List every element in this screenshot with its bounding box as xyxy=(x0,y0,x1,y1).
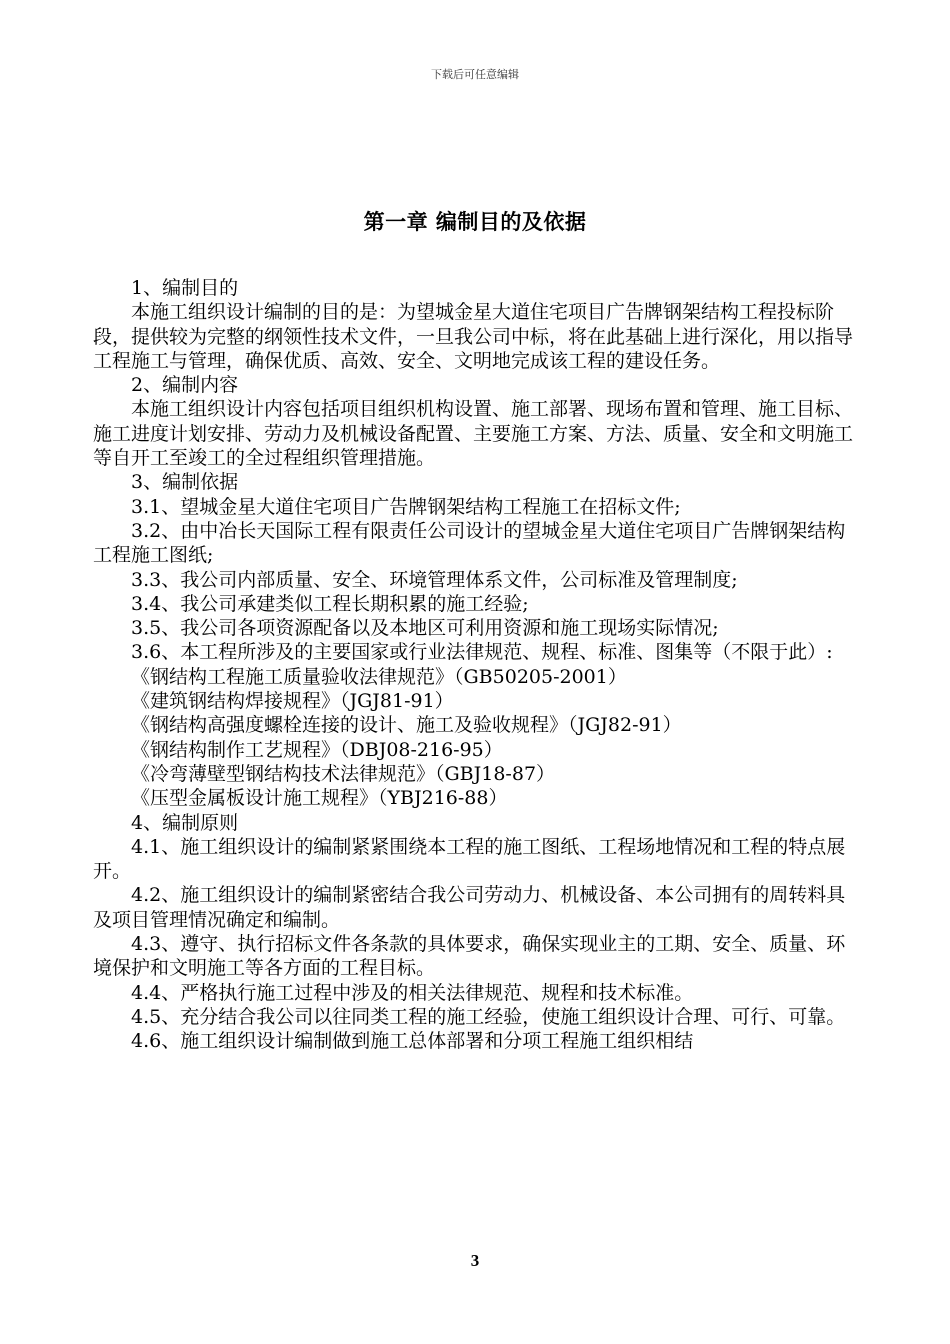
list-item: 3.1、望城金星大道住宅项目广告牌钢架结构工程施工在招标文件; xyxy=(131,495,681,518)
list-item: 4.1、施工组织设计的编制紧紧围绕本工程的施工图纸、工程场地情况和工程的特点展开。 xyxy=(93,835,846,883)
standard-item: 《钢结构高强度螺栓连接的设计、施工及验收规程》（JGJ82-91） xyxy=(131,714,682,737)
standard-item: 《钢结构制作工艺规程》（DBJ08-216-95） xyxy=(131,738,503,761)
section-heading: 4、编制原则 xyxy=(131,811,239,834)
page-number: 3 xyxy=(470,1251,480,1270)
list-item: 4.6、施工组织设计编制做到施工总体部署和分项工程施工组织相结 xyxy=(131,1030,694,1053)
list-item: 4.3、遵守、执行招标文件各条款的具体要求，确保实现业主的工期、安全、质量、环境保护和文明施工等各方面的工程目标。 xyxy=(93,933,846,980)
chapter-title: 第一章 编制目的及依据 xyxy=(363,210,587,234)
list-item: 3.6、本工程所涉及的主要国家或行业法律规范、规程、标准、图集等（不限于此）: xyxy=(131,641,833,664)
standard-item: 《冷弯薄壁型钢结构技术法律规范》（GBJ18-87） xyxy=(131,762,556,785)
list-item: 3.4、我公司承建类似工程长期积累的施工经验; xyxy=(131,592,529,615)
section-heading: 3、编制依据 xyxy=(131,471,239,494)
list-item: 3.3、我公司内部质量、安全、环境管理体系文件，公司标准及管理制度; xyxy=(131,568,738,591)
section-heading: 1、编制目的 xyxy=(131,277,239,299)
list-item: 4.4、严格执行施工过程中涉及的相关法律规范、规程和技术标准。 xyxy=(131,981,694,1004)
paragraph: 本施工组织设计编制的目的是：为望城金星大道住宅项目广告牌钢架结构工程投标阶段，提供较为完整的纲领性技术文件，一旦我公司中标，将在此基础上进行深化，用以指导工程施工与管理，确保优质、高效、安全、文明地完成该工程的建设任务。 xyxy=(93,301,854,372)
paragraph: 本施工组织设计内容包括项目组织机构设置、施工部署、现场布置和管理、施工目标、施工进度计划安排、劳动力及机械设备配置、主要施工方案、方法、质量、安全和文明施工等自开工至竣工的全过程组织管理措施。 xyxy=(93,398,854,470)
header-note: 下载后可任意编辑 xyxy=(431,68,519,81)
section-heading: 2、编制内容 xyxy=(131,374,239,397)
list-item: 3.2、由中冶长天国际工程有限责任公司设计的望城金星大道住宅项目广告牌钢架结构工程施工图纸; xyxy=(93,519,846,567)
list-item: 4.5、充分结合我公司以往同类工程的施工经验，使施工组织设计合理、可行、可靠。 xyxy=(131,1005,846,1028)
list-item: 4.2、施工组织设计的编制紧密结合我公司劳动力、机械设备、本公司拥有的周转料具及项目管理情况确定和编制。 xyxy=(93,884,846,931)
standard-item: 《钢结构工程施工质量验收法律规范》（GB50205-2001） xyxy=(131,665,627,688)
body-text xyxy=(93,276,859,1054)
standard-item: 《压型金属板设计施工规程》（YBJ216-88） xyxy=(131,787,508,810)
list-item: 3.5、我公司各项资源配备以及本地区可利用资源和施工现场实际情况; xyxy=(131,617,719,640)
standard-item: 《建筑钢结构焊接规程》（JGJ81-91） xyxy=(131,690,454,713)
